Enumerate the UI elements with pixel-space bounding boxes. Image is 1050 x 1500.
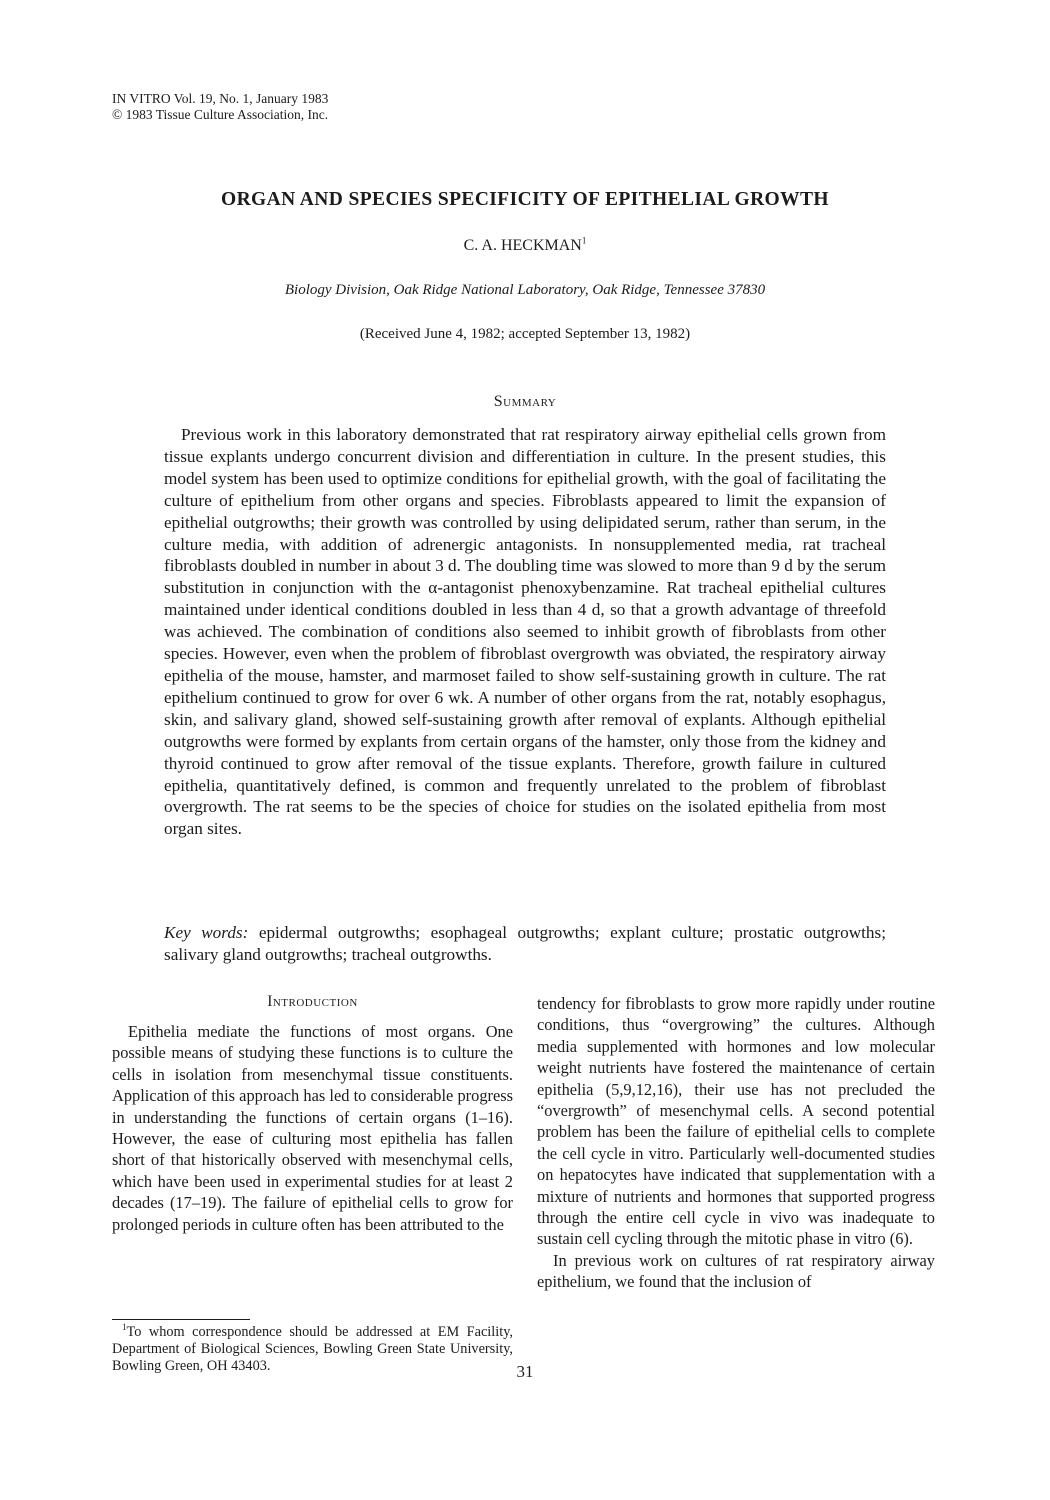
received-dates: (Received June 4, 1982; accepted September 13, 1982): [359, 326, 691, 342]
summary-heading: Summary: [493, 393, 557, 410]
journal-issue-line: IN VITRO Vol. 19, No. 1, January 1983: [112, 91, 329, 106]
page-number: 31: [516, 1362, 534, 1381]
summary-paragraph: Previous work in this laboratory demonstrated that rat respiratory airway epithelial cells grown from tissue explants undergo concurrent division and differentiation in culture. In the present studies, this model system has been used to optimize conditions for epithelial growth, with the goal of facilitating the culture of epithelium from other organs and species. Fibroblasts appeared to limit the expansion of epithelial outgrowths; their growth was controlled by using delipidated serum, rather than serum, in the culture media, with addition of adrenergic antagonists. In nonsupplemented media, rat tracheal fibroblasts doubled in number in about 3 d. The doubling time was slowed to more than 9 d by the serum substitution in conjunction with the α-antagonist phenoxybenzamine. Rat tracheal epithelial cultures maintained under identical conditions doubled in less than 4 d, so that a growth advantage of threefold was achieved. The combination of conditions also seemed to inhibit growth of fibroblasts from other species. However, even when the problem of fibroblast overgrowth was obviated, the respiratory airway epithelia of the mouse, hamster, and marmoset failed to show self-sustaining growth in culture. The rat epithelium continued to grow for over 6 wk. A number of other organs from the rat, notably esophagus, skin, and salivary gland, showed self-sustaining growth after removal of explants. Although epithelial outgrowths were formed by explants from certain organs of the hamster, only those from the kidney and thyroid continued to grow after removal of the tissue explants. Therefore, growth failure in cultured epithelia, quantitatively defined, is common and frequently unrelated to the problem of fibroblast overgrowth. The rat seems to be the species of choice for studies on the isolated epithelia from most organ sites.: [164, 425, 886, 839]
footnote-text: To whom correspondence should be addressed at EM Facility, Department of Biological Sciences, Bowling Green State University, Bowling Green, OH 43403.: [112, 1324, 513, 1375]
introduction-heading: Introduction: [267, 993, 358, 1010]
keywords-text: epidermal outgrowths; esophageal outgrowths; explant culture; prostatic outgrowths; salivary gland outgrowths; tracheal outgrowths.: [164, 923, 886, 964]
footnote-divider: [112, 1319, 250, 1320]
left-column: [112, 1021, 513, 1235]
introduction-paragraph-1-continued: tendency for fibroblasts to grow more rapidly under routine conditions, thus “overgrowing” the cultures. Although media supplemented with hormones and low molecular weight nutrients have fostered the maintenance of certain epithelia (5,9,12,16), their use has not precluded the “overgrowth” of mesenchymal cells. A second potential problem has been the failure of epithelial cells to complete the cell cycle in vitro. Particularly well-documented studies on hepatocytes have indicated that supplementation with a mixture of nutrients and hormones that supported progress through the entire cell cycle in vivo was inadequate to sustain cell cycling through the mitotic phase in vitro (6).: [537, 994, 935, 1249]
article-title: ORGAN AND SPECIES SPECIFICITY OF EPITHELIAL GROWTH: [221, 189, 829, 210]
right-column: [537, 993, 935, 1293]
keywords-label: Key words:: [164, 923, 249, 942]
summary-abstract: [164, 424, 886, 840]
journal-citation: [112, 91, 328, 123]
journal-copyright-line: © 1983 Tissue Culture Association, Inc.: [112, 107, 329, 122]
author-name: C. A. HECKMAN: [463, 237, 582, 254]
author-line: [0, 237, 1050, 255]
author-footnote-mark: 1: [581, 235, 587, 246]
introduction-paragraph-2: In previous work on cultures of rat respiratory airway epithelium, we found that the inclusion of: [537, 1250, 935, 1292]
introduction-paragraph-1: Epithelia mediate the functions of most organs. One possible means of studying these functions is to culture the cells in isolation from mesenchymal tissue constituents. Application of this approach has led to considerable progress in understanding the functions of certain organs (1–16). However, the ease of culturing most epithelia has fallen short of that historically observed with mesenchymal cells, which have been used in experimental studies for at least 2 decades (17–19). The failure of epithelial cells to grow for prolonged periods in culture often has been attributed to the: [112, 1022, 513, 1234]
footnote-mark: 1: [122, 1322, 127, 1333]
keywords: [164, 922, 886, 966]
author-affiliation: Biology Division, Oak Ridge National Laboratory, Oak Ridge, Tennessee 37830: [284, 282, 766, 298]
